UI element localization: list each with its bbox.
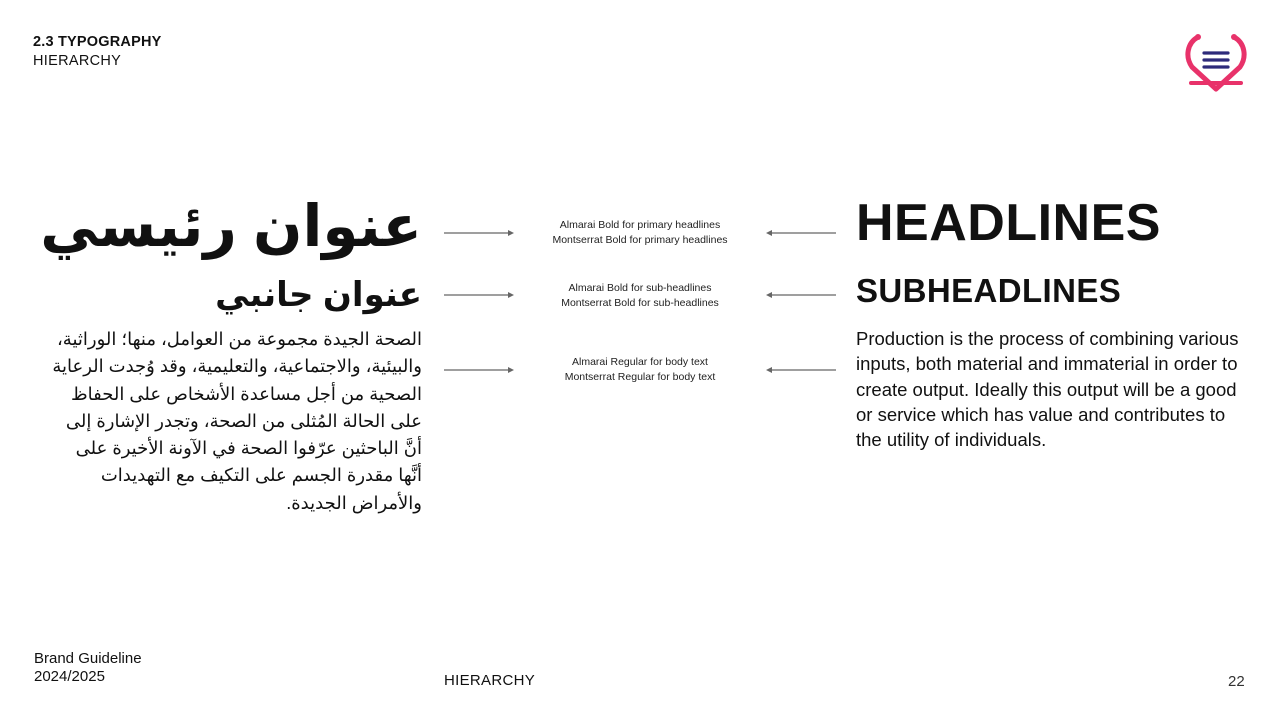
arrow-left-icon <box>764 365 836 375</box>
label-line: Montserrat Regular for body text <box>564 371 716 383</box>
section-title: HIERARCHY <box>33 53 122 69</box>
arabic-subheadline: عنوان جانبي <box>215 276 422 314</box>
arrow-left-icon <box>764 228 836 238</box>
label-line: Almarai Regular for body text <box>572 356 708 368</box>
subheadline-font-label <box>512 281 768 311</box>
arrow-left-icon <box>764 290 836 300</box>
heart-stethoscope-logo-icon <box>1184 31 1248 97</box>
arabic-body-text: الصحة الجيدة مجموعة من العوامل، منها؛ الوراثية، والبيئية، والاجتماعية، والتعليمية، وقد وُجدت الرعاية الصحية من أجل مساعدة الأشخاص على الحفاظ على الحالة المُثلى من الصحة، وتجدر الإشارة إلى أنَّ الباحثين عرّفوا الصحة في الآونة الأخيرة على أنَّها مقدرة الجسم على التكيف مع التهديدات والأمراض الجديدة. <box>52 329 422 513</box>
section-number: 2.3 TYPOGRAPHY <box>33 34 162 50</box>
arrow-right-icon <box>444 290 516 300</box>
footer-brand <box>34 650 142 686</box>
english-subheadline: SUBHEADLINES <box>856 272 1122 309</box>
english-headline: HEADLINES <box>856 194 1161 252</box>
label-line: Montserrat Bold for primary headlines <box>552 234 728 246</box>
label-line: Almarai Bold for sub-headlines <box>568 282 712 294</box>
label-line: Almarai Bold for primary headlines <box>559 219 721 231</box>
arrow-right-icon <box>444 365 516 375</box>
arrow-right-icon <box>444 228 516 238</box>
label-line: Montserrat Bold for sub-headlines <box>561 297 719 309</box>
footer-section-title: HIERARCHY <box>444 672 536 689</box>
footer-brand-line: Brand Guideline <box>34 650 142 667</box>
footer-year-line: 2024/2025 <box>34 668 105 685</box>
body-font-label <box>512 355 768 385</box>
english-body-text: Production is the process of combining various inputs, both material and immaterial in order to create output. Ideally this output will be a good or service which has value and contributes to the utility of individuals. <box>856 328 1239 451</box>
page-number: 22 <box>1228 673 1245 690</box>
headline-font-label <box>512 218 768 248</box>
arabic-headline: عنوان رئيسي <box>40 194 422 259</box>
